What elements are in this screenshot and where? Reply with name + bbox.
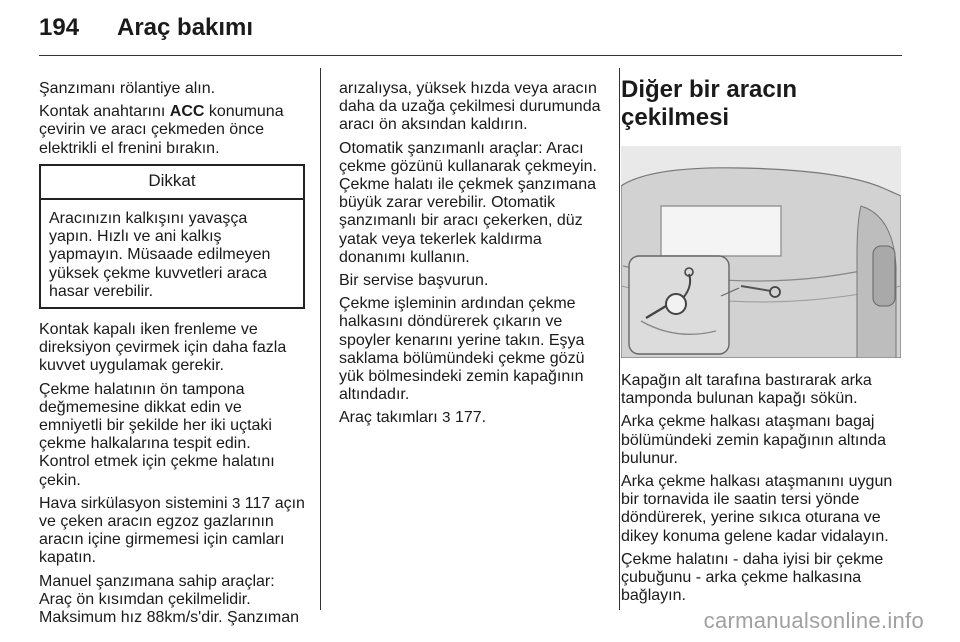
column-divider-1 [320,68,321,610]
page-ref: 177. [454,409,487,427]
header-divider [39,55,902,56]
paragraph: Çekme işleminin ardından çekme halkasını döndürerek çıkarın ve spoyler kenarını yerine takın. Eşya saklama bölümündeki çekme gözü yük bölmesindeki zemin kapağının altındadır. [339,295,585,404]
watermark: carmanualsonline.info [703,608,924,633]
page-title: Araç bakımı [117,14,254,41]
paragraph: Bir servise başvurun. [339,272,489,290]
paragraph: Arka çekme halkası ataşmanı bagaj bölümündeki zemin kapağının altında bulunur. [621,413,887,467]
acc-keyword: ACC [169,103,205,121]
paragraph: Şanzımanı rölantiye alın. [39,80,216,97]
paragraph: Araç takımları 3 177. [339,409,487,427]
page-ref-icon: 3 [442,409,451,427]
page-number: 194 [39,14,80,41]
paragraph: Hava sirkülasyon sistemini 3 117 açın ve çeken aracın egzoz gazlarının aracın içine girmemesi için camları kapatın. [39,494,305,567]
paragraph: Manuel şanzımana sahip araçlar: Araç ön kısımdan çekilmelidir. Maksimum hız 88km/s'dir. Şanzıman [39,572,300,627]
warning-notice [39,164,305,309]
section-heading: Diğer bir aracın çekilmesi [621,76,798,131]
notice-title: Dikkat [41,166,303,200]
paragraph: Kontak anahtarını ACC konumuna çevirin ve aracı çekmeden önce elektrikli el frenini bırakın. [39,103,284,157]
paragraph: arızalıysa, yüksek hızda veya aracın daha da uzağa çekilmesi durumunda aracı ön aksından kaldırın. [339,80,601,134]
column-divider-2 [619,68,620,610]
paragraph: Kontak kapalı iken frenleme ve direksiyon çevirmek için daha fazla kuvvet uygulamak gerekir. [39,321,287,375]
page-ref-icon: 3 [231,494,241,512]
notice-text: Aracınızın kalkışını yavaşça yapın. Hızlı ve ani kalkış yapmayın. Müsaade edilmeyen yüksek çekme kuvvetleri araca hasar verebilir. [49,210,271,300]
page-ref: 117 [244,494,271,512]
paragraph: Otomatik şanzımanlı araçlar: Aracı çekme gözünü kullanarak çekmeyin. Çekme halatı ile çekmek şanzımana büyük zarar verebilir. Otomatik şanzımanlı bir aracı çekerken, düz yatak veya tekerlek kaldırma donanımı kullanın. [339,139,597,266]
paragraph: Çekme halatının ön tampona değmemesine dikkat edin ve emniyetli bir şekilde her iki uçtaki çekme halkalarına tespit edin. Kontrol etmek için çekme halatını çekin. [39,380,275,489]
column-1 [39,80,305,632]
column-3 [621,74,903,610]
column-2 [339,80,607,433]
tow-hook-illustration [621,146,901,358]
paragraph: Arka çekme halkası ataşmanını uygun bir tornavida ile saatin tersi yönde döndürerek, yerine sıkıca oturana ve dikey konuma gelene kadar vidalayın. [621,473,893,545]
paragraph: Kapağın alt tarafına bastırarak arka tamponda bulunan kapağı sökün. [621,372,872,408]
paragraph: Çekme halatını - daha iyisi bir çekme çubuğunu - arka çekme halkasına bağlayın. [621,550,884,605]
